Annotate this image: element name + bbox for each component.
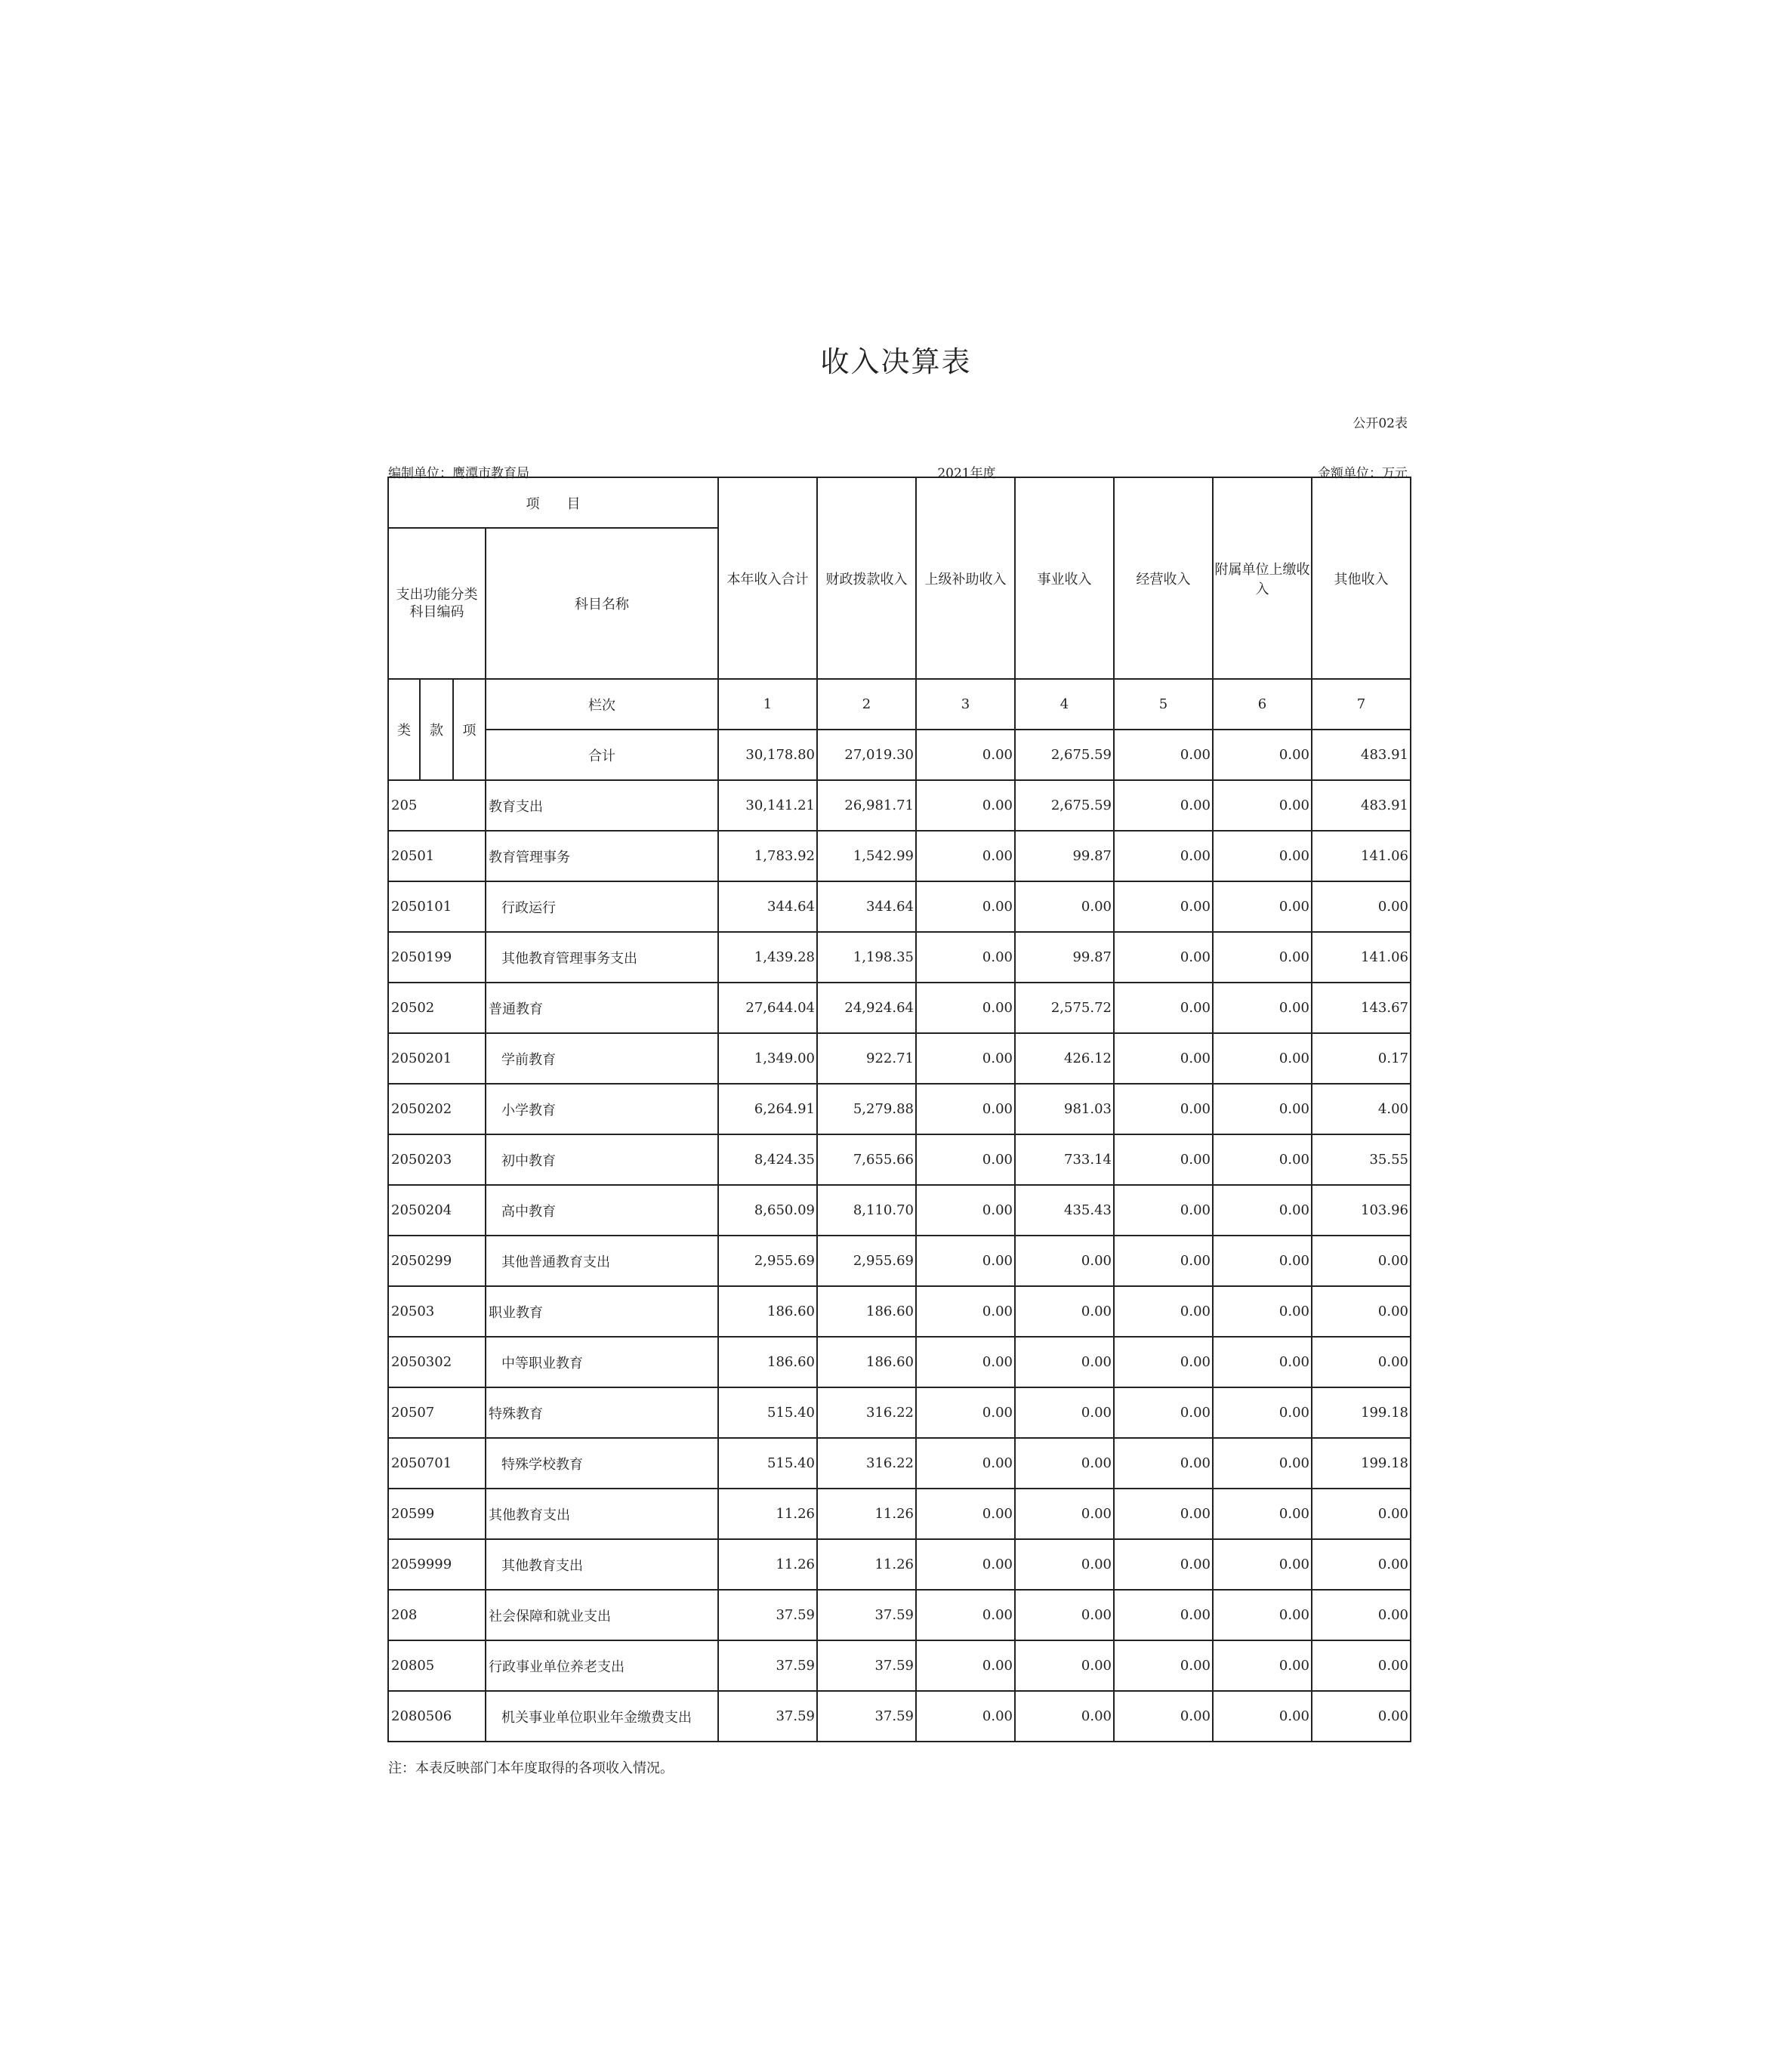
amount-cell: 0.00 [1114, 1640, 1213, 1691]
amount-cell: 0.00 [1015, 1286, 1114, 1337]
amount-cell: 1,349.00 [718, 1033, 817, 1084]
subject-name: 其他教育支出 [486, 1489, 718, 1539]
income-table [387, 477, 1411, 1742]
table-row [388, 983, 1411, 1033]
amount-cell: 0.00 [916, 1185, 1015, 1236]
amount-cell: 0.00 [1312, 1236, 1411, 1286]
amount-cell: 0.00 [1213, 1539, 1312, 1590]
amount-cell: 0.00 [1114, 983, 1213, 1033]
total-value: 0.00 [1213, 730, 1312, 780]
amount-cell: 0.00 [916, 1286, 1015, 1337]
table-row [388, 881, 1411, 932]
amount-cell: 1,783.92 [718, 831, 817, 881]
amount-cell: 0.00 [1015, 1387, 1114, 1438]
subject-code: 20507 [388, 1387, 486, 1438]
subject-code: 20501 [388, 831, 486, 881]
name-header: 科目名称 [486, 528, 718, 679]
amount-cell: 0.00 [1213, 1489, 1312, 1539]
amount-cell: 0.00 [1015, 1640, 1114, 1691]
amount-cell: 922.71 [817, 1033, 916, 1084]
amount-cell: 35.55 [1312, 1134, 1411, 1185]
amount-cell: 0.00 [916, 1691, 1015, 1742]
amount-cell: 0.00 [1114, 831, 1213, 881]
amount-cell: 0.00 [1114, 932, 1213, 983]
column-number: 1 [718, 679, 817, 730]
subject-name: 特殊教育 [486, 1387, 718, 1438]
amount-cell: 2,575.72 [1015, 983, 1114, 1033]
table-row [388, 1489, 1411, 1539]
total-value: 2,675.59 [1015, 730, 1114, 780]
amount-cell: 37.59 [817, 1590, 916, 1640]
amount-cell: 5,279.88 [817, 1084, 916, 1134]
table-row [388, 1590, 1411, 1640]
amount-cell: 27,644.04 [718, 983, 817, 1033]
amount-cell: 1,542.99 [817, 831, 916, 881]
subject-code: 2050203 [388, 1134, 486, 1185]
code-header: 支出功能分类 科目编码 [388, 528, 486, 679]
subject-name: 小学教育 [486, 1084, 718, 1134]
amount-cell: 0.00 [1312, 1489, 1411, 1539]
table-row [388, 1691, 1411, 1742]
amount-cell: 186.60 [817, 1337, 916, 1387]
subject-code: 2050202 [388, 1084, 486, 1134]
amount-cell: 0.00 [1312, 1691, 1411, 1742]
kuan-header: 款 [420, 679, 453, 780]
amount-cell: 0.00 [1213, 983, 1312, 1033]
subject-name: 机关事业单位职业年金缴费支出 [486, 1691, 718, 1742]
column-header: 附属单位上缴收入 [1213, 477, 1312, 679]
subject-name: 教育管理事务 [486, 831, 718, 881]
amount-cell: 0.00 [1114, 1590, 1213, 1640]
amount-cell: 0.00 [1213, 831, 1312, 881]
amount-cell: 141.06 [1312, 831, 1411, 881]
amount-cell: 7,655.66 [817, 1134, 916, 1185]
amount-cell: 0.00 [1114, 1438, 1213, 1489]
amount-cell: 0.00 [1312, 1286, 1411, 1337]
table-row [388, 932, 1411, 983]
fiscal-year: 2021年度 [937, 466, 996, 481]
amount-cell: 0.00 [916, 1236, 1015, 1286]
amount-cell: 4.00 [1312, 1084, 1411, 1134]
amount-cell: 0.00 [1015, 1590, 1114, 1640]
table-row [388, 1236, 1411, 1286]
amount-cell: 435.43 [1015, 1185, 1114, 1236]
amount-cell: 0.00 [1114, 1539, 1213, 1590]
amount-cell: 0.00 [1015, 1539, 1114, 1590]
column-number: 2 [817, 679, 916, 730]
amount-cell: 186.60 [718, 1337, 817, 1387]
subject-code: 2050701 [388, 1438, 486, 1489]
subject-name: 职业教育 [486, 1286, 718, 1337]
column-header: 事业收入 [1015, 477, 1114, 679]
amount-cell: 0.00 [1114, 1691, 1213, 1742]
amount-cell: 141.06 [1312, 932, 1411, 983]
amount-cell: 0.00 [1213, 881, 1312, 932]
subject-code: 205 [388, 780, 486, 831]
column-number: 6 [1213, 679, 1312, 730]
amount-cell: 0.00 [1312, 1590, 1411, 1640]
amount-cell: 0.00 [1114, 1387, 1213, 1438]
amount-cell: 99.87 [1015, 932, 1114, 983]
amount-cell: 26,981.71 [817, 780, 916, 831]
amount-cell: 426.12 [1015, 1033, 1114, 1084]
subject-name: 中等职业教育 [486, 1337, 718, 1387]
table-row [388, 1337, 1411, 1387]
amount-cell: 0.00 [916, 1033, 1015, 1084]
table-row [388, 1134, 1411, 1185]
amount-cell: 0.00 [1015, 1489, 1114, 1539]
subject-code: 2050199 [388, 932, 486, 983]
subject-name: 初中教育 [486, 1134, 718, 1185]
amount-cell: 0.00 [916, 1539, 1015, 1590]
amount-cell: 186.60 [718, 1286, 817, 1337]
amount-cell: 0.00 [1114, 1236, 1213, 1286]
total-value: 0.00 [1114, 730, 1213, 780]
subject-code: 208 [388, 1590, 486, 1640]
amount-cell: 0.00 [1213, 1337, 1312, 1387]
amount-cell: 30,141.21 [718, 780, 817, 831]
amount-cell: 0.17 [1312, 1033, 1411, 1084]
total-row [388, 730, 1411, 780]
amount-cell: 0.00 [1114, 1489, 1213, 1539]
amount-cell: 0.00 [1213, 1387, 1312, 1438]
amount-cell: 0.00 [916, 1590, 1015, 1640]
amount-cell: 0.00 [1213, 1640, 1312, 1691]
subject-name: 其他普通教育支出 [486, 1236, 718, 1286]
amount-cell: 344.64 [718, 881, 817, 932]
total-label: 合计 [486, 730, 718, 780]
amount-cell: 483.91 [1312, 780, 1411, 831]
amount-cell: 515.40 [718, 1438, 817, 1489]
amount-cell: 0.00 [1213, 1033, 1312, 1084]
column-number: 3 [916, 679, 1015, 730]
amount-cell: 0.00 [1312, 1539, 1411, 1590]
amount-cell: 316.22 [817, 1387, 916, 1438]
amount-cell: 0.00 [916, 1337, 1015, 1387]
amount-cell: 24,924.64 [817, 983, 916, 1033]
amount-cell: 2,675.59 [1015, 780, 1114, 831]
amount-cell: 11.26 [817, 1539, 916, 1590]
amount-cell: 0.00 [1114, 881, 1213, 932]
amount-cell: 0.00 [1312, 1337, 1411, 1387]
amount-cell: 0.00 [916, 780, 1015, 831]
subject-code: 20502 [388, 983, 486, 1033]
amount-cell: 11.26 [718, 1539, 817, 1590]
amount-cell: 0.00 [916, 831, 1015, 881]
amount-cell: 0.00 [1015, 1337, 1114, 1387]
amount-cell: 103.96 [1312, 1185, 1411, 1236]
amount-cell: 0.00 [1213, 1084, 1312, 1134]
amount-cell: 8,650.09 [718, 1185, 817, 1236]
amount-cell: 0.00 [1213, 1691, 1312, 1742]
column-header: 本年收入合计 [718, 477, 817, 679]
subject-name: 其他教育支出 [486, 1539, 718, 1590]
compiling-unit: 编制单位：鹰潭市教育局 [388, 466, 529, 481]
amount-cell: 0.00 [916, 1489, 1015, 1539]
amount-cell: 0.00 [1114, 1337, 1213, 1387]
table-row [388, 1539, 1411, 1590]
xiang-header: 项 [453, 679, 486, 780]
amount-cell: 733.14 [1015, 1134, 1114, 1185]
amount-cell: 11.26 [817, 1489, 916, 1539]
table-row [388, 1640, 1411, 1691]
subject-code: 20599 [388, 1489, 486, 1539]
amount-cell: 143.67 [1312, 983, 1411, 1033]
column-header: 上级补助收入 [916, 477, 1015, 679]
table-row [388, 1387, 1411, 1438]
table-row [388, 1185, 1411, 1236]
subject-name: 特殊学校教育 [486, 1438, 718, 1489]
amount-cell: 37.59 [817, 1691, 916, 1742]
column-header: 经营收入 [1114, 477, 1213, 679]
lanci-label: 栏次 [486, 679, 718, 730]
subject-code: 2050101 [388, 881, 486, 932]
amount-cell: 11.26 [718, 1489, 817, 1539]
amount-cell: 0.00 [916, 983, 1015, 1033]
amount-cell: 99.87 [1015, 831, 1114, 881]
amount-cell: 1,439.28 [718, 932, 817, 983]
amount-cell: 8,110.70 [817, 1185, 916, 1236]
column-number: 4 [1015, 679, 1114, 730]
amount-cell: 37.59 [718, 1590, 817, 1640]
amount-cell: 0.00 [1114, 1084, 1213, 1134]
amount-cell: 0.00 [1213, 1286, 1312, 1337]
amount-cell: 0.00 [916, 932, 1015, 983]
amount-cell: 0.00 [1213, 1438, 1312, 1489]
total-value: 27,019.30 [817, 730, 916, 780]
amount-cell: 0.00 [916, 1387, 1015, 1438]
amount-cell: 0.00 [1213, 780, 1312, 831]
column-number: 5 [1114, 679, 1213, 730]
amount-cell: 37.59 [817, 1640, 916, 1691]
subject-name: 行政运行 [486, 881, 718, 932]
amount-cell: 37.59 [718, 1640, 817, 1691]
column-number-row [388, 679, 1411, 730]
amount-cell: 1,198.35 [817, 932, 916, 983]
amount-cell: 0.00 [1213, 1590, 1312, 1640]
header-row-1 [388, 477, 1411, 528]
amount-cell: 316.22 [817, 1438, 916, 1489]
subject-name: 行政事业单位养老支出 [486, 1640, 718, 1691]
table-row [388, 1286, 1411, 1337]
amount-cell: 0.00 [1015, 881, 1114, 932]
amount-cell: 199.18 [1312, 1438, 1411, 1489]
amount-cell: 0.00 [1114, 1033, 1213, 1084]
amount-cell: 981.03 [1015, 1084, 1114, 1134]
amount-cell: 199.18 [1312, 1387, 1411, 1438]
amount-cell: 2,955.69 [718, 1236, 817, 1286]
amount-cell: 8,424.35 [718, 1134, 817, 1185]
amount-cell: 0.00 [1114, 1134, 1213, 1185]
total-value: 483.91 [1312, 730, 1411, 780]
subject-code: 2080506 [388, 1691, 486, 1742]
column-header: 其他收入 [1312, 477, 1411, 679]
subject-name: 普通教育 [486, 983, 718, 1033]
amount-cell: 0.00 [1015, 1691, 1114, 1742]
amount-cell: 0.00 [1213, 1134, 1312, 1185]
subject-code: 2050201 [388, 1033, 486, 1084]
amount-cell: 0.00 [1213, 932, 1312, 983]
amount-cell: 0.00 [1114, 1185, 1213, 1236]
amount-cell: 515.40 [718, 1387, 817, 1438]
amount-cell: 0.00 [916, 1640, 1015, 1691]
amount-cell: 0.00 [916, 881, 1015, 932]
amount-cell: 0.00 [1015, 1438, 1114, 1489]
subject-code: 20805 [388, 1640, 486, 1691]
form-number: 公开02表 [1352, 416, 1408, 431]
amount-cell: 0.00 [1312, 881, 1411, 932]
amount-cell: 0.00 [1114, 780, 1213, 831]
table-row [388, 1084, 1411, 1134]
subject-code: 2059999 [388, 1539, 486, 1590]
total-value: 30,178.80 [718, 730, 817, 780]
amount-cell: 0.00 [916, 1438, 1015, 1489]
project-header: 项 目 [388, 477, 718, 528]
amount-cell: 0.00 [916, 1084, 1015, 1134]
column-header: 财政拨款收入 [817, 477, 916, 679]
subject-name: 其他教育管理事务支出 [486, 932, 718, 983]
subject-name: 教育支出 [486, 780, 718, 831]
subject-code: 20503 [388, 1286, 486, 1337]
lei-header: 类 [388, 679, 420, 780]
amount-cell: 344.64 [817, 881, 916, 932]
page-title: 收入决算表 [820, 345, 972, 378]
amount-unit: 金额单位：万元 [1318, 466, 1408, 481]
subject-code: 2050299 [388, 1236, 486, 1286]
subject-name: 高中教育 [486, 1185, 718, 1236]
total-value: 0.00 [916, 730, 1015, 780]
amount-cell: 0.00 [1213, 1236, 1312, 1286]
subject-code: 2050204 [388, 1185, 486, 1236]
table-row [388, 1033, 1411, 1084]
amount-cell: 2,955.69 [817, 1236, 916, 1286]
table-row [388, 831, 1411, 881]
amount-cell: 0.00 [1312, 1640, 1411, 1691]
subject-name: 社会保障和就业支出 [486, 1590, 718, 1640]
subject-name: 学前教育 [486, 1033, 718, 1084]
amount-cell: 0.00 [1114, 1286, 1213, 1337]
subject-code: 2050302 [388, 1337, 486, 1387]
table-row [388, 1438, 1411, 1489]
table-row [388, 780, 1411, 831]
amount-cell: 0.00 [1213, 1185, 1312, 1236]
table-note: 注：本表反映部门本年度取得的各项收入情况。 [388, 1760, 674, 1776]
amount-cell: 0.00 [916, 1134, 1015, 1185]
amount-cell: 37.59 [718, 1691, 817, 1742]
column-number: 7 [1312, 679, 1411, 730]
amount-cell: 6,264.91 [718, 1084, 817, 1134]
amount-cell: 0.00 [1015, 1236, 1114, 1286]
amount-cell: 186.60 [817, 1286, 916, 1337]
